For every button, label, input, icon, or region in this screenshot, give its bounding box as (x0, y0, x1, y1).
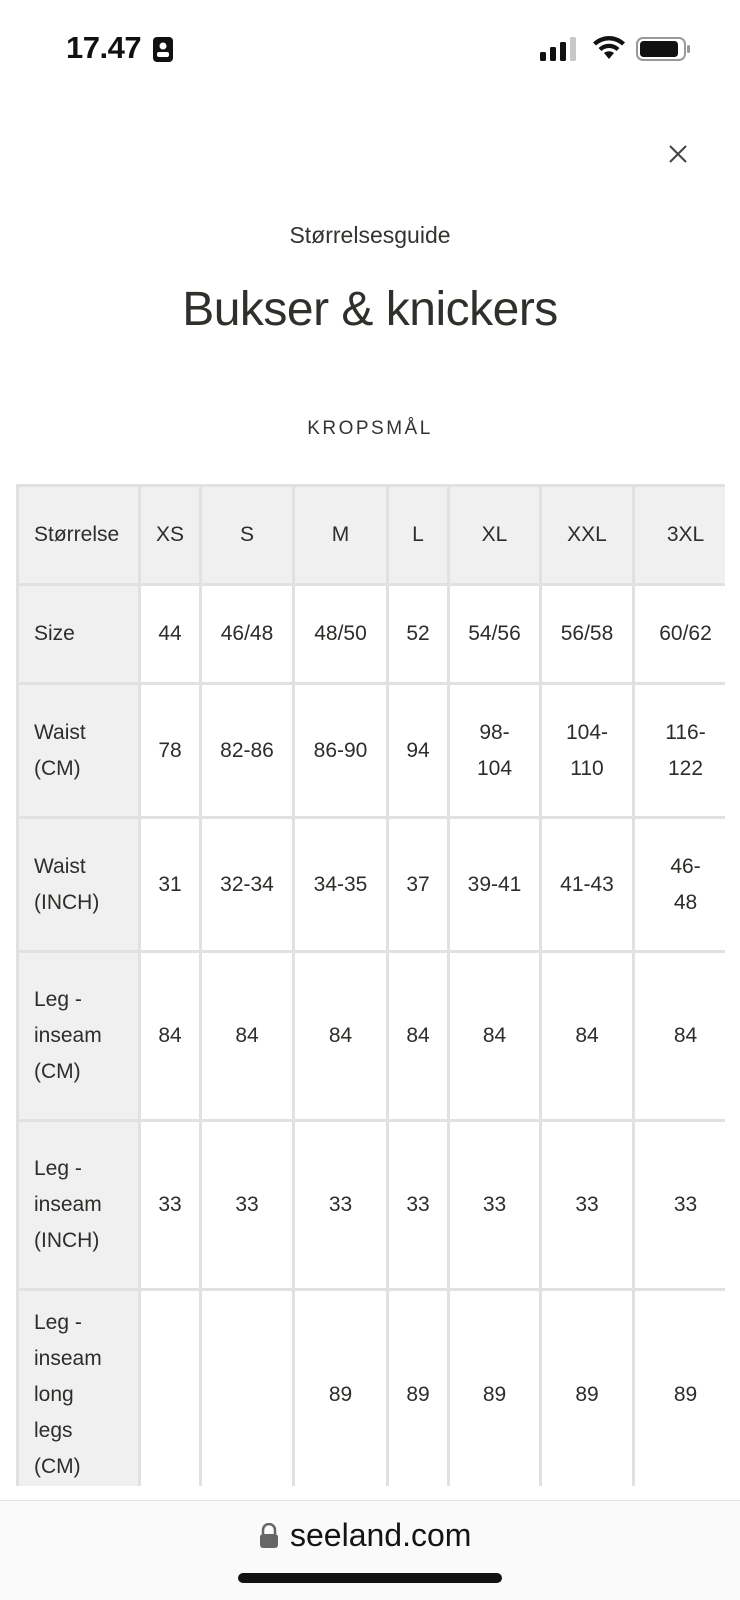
table-cell: 33 (201, 1121, 294, 1290)
table-cell: 46-48 (634, 818, 726, 952)
table-cell: 56/58 (541, 585, 634, 684)
table-cell: 84 (449, 952, 541, 1121)
table-cell (140, 1290, 201, 1487)
table-cell: 60/62 (634, 585, 726, 684)
column-header: Størrelse (18, 486, 140, 585)
table-cell: 33 (294, 1121, 388, 1290)
table-cell: 98-104 (449, 684, 541, 818)
table-row (18, 585, 726, 684)
table-cell: 89 (449, 1290, 541, 1487)
row-label: Waist (CM) (18, 684, 140, 818)
row-label: Leg - inseam long legs (CM) (18, 1290, 140, 1487)
table-cell: 54/56 (449, 585, 541, 684)
table-cell: 46/48 (201, 585, 294, 684)
table-cell: 89 (634, 1290, 726, 1487)
column-header: XXL (541, 486, 634, 585)
row-label: Leg - inseam (INCH) (18, 1121, 140, 1290)
table-cell: 94 (388, 684, 449, 818)
table-cell: 32-34 (201, 818, 294, 952)
status-time: 17.47 (66, 30, 142, 65)
table-cell: 78 (140, 684, 201, 818)
table-cell: 34-35 (294, 818, 388, 952)
column-header: L (388, 486, 449, 585)
table-cell: 33 (388, 1121, 449, 1290)
row-label: Size (18, 585, 140, 684)
column-header: XS (140, 486, 201, 585)
column-header: 3XL (634, 486, 726, 585)
table-cell: 84 (388, 952, 449, 1121)
home-indicator[interactable] (238, 1573, 502, 1583)
table-row (18, 1290, 726, 1487)
close-icon[interactable] (664, 140, 692, 168)
column-header: S (201, 486, 294, 585)
table-cell: 39-41 (449, 818, 541, 952)
table-cell: 37 (388, 818, 449, 952)
battery-icon (636, 37, 692, 61)
column-header: M (294, 486, 388, 585)
table-cell: 116-122 (634, 684, 726, 818)
table-cell: 104-110 (541, 684, 634, 818)
table-row (18, 952, 726, 1121)
size-table-container[interactable] (16, 484, 725, 1486)
wifi-icon (592, 35, 626, 61)
table-row (18, 818, 726, 952)
guide-subtitle: Størrelsesguide (289, 222, 451, 248)
table-cell: 33 (449, 1121, 541, 1290)
table-cell: 52 (388, 585, 449, 684)
section-title: KROPSMÅL (307, 418, 433, 439)
table-cell: 82-86 (201, 684, 294, 818)
table-cell: 41-43 (541, 818, 634, 952)
url-text[interactable]: seeland.com (290, 1517, 472, 1553)
status-bar (0, 0, 740, 100)
page-title: Bukser & knickers (182, 283, 558, 336)
table-row (18, 1121, 726, 1290)
table-cell: 84 (201, 952, 294, 1121)
cellular-signal-icon (540, 37, 578, 61)
table-cell: 44 (140, 585, 201, 684)
column-header: XL (449, 486, 541, 585)
table-header-row (18, 486, 726, 585)
table-cell: 33 (541, 1121, 634, 1290)
table-cell: 84 (541, 952, 634, 1121)
row-label: Waist (INCH) (18, 818, 140, 952)
table-cell: 89 (541, 1290, 634, 1487)
table-row (18, 684, 726, 818)
table-cell: 86-90 (294, 684, 388, 818)
table-cell: 84 (294, 952, 388, 1121)
table-cell: 31 (140, 818, 201, 952)
table-cell: 33 (634, 1121, 726, 1290)
table-cell: 89 (294, 1290, 388, 1487)
table-cell: 84 (140, 952, 201, 1121)
table-cell: 84 (634, 952, 726, 1121)
table-cell: 48/50 (294, 585, 388, 684)
row-label: Leg - inseam (CM) (18, 952, 140, 1121)
size-table (16, 484, 725, 1486)
table-cell: 33 (140, 1121, 201, 1290)
lock-icon (259, 1523, 279, 1549)
browser-address-bar[interactable] (0, 1500, 740, 1600)
table-cell (201, 1290, 294, 1487)
id-card-icon (152, 36, 174, 63)
table-cell: 89 (388, 1290, 449, 1487)
